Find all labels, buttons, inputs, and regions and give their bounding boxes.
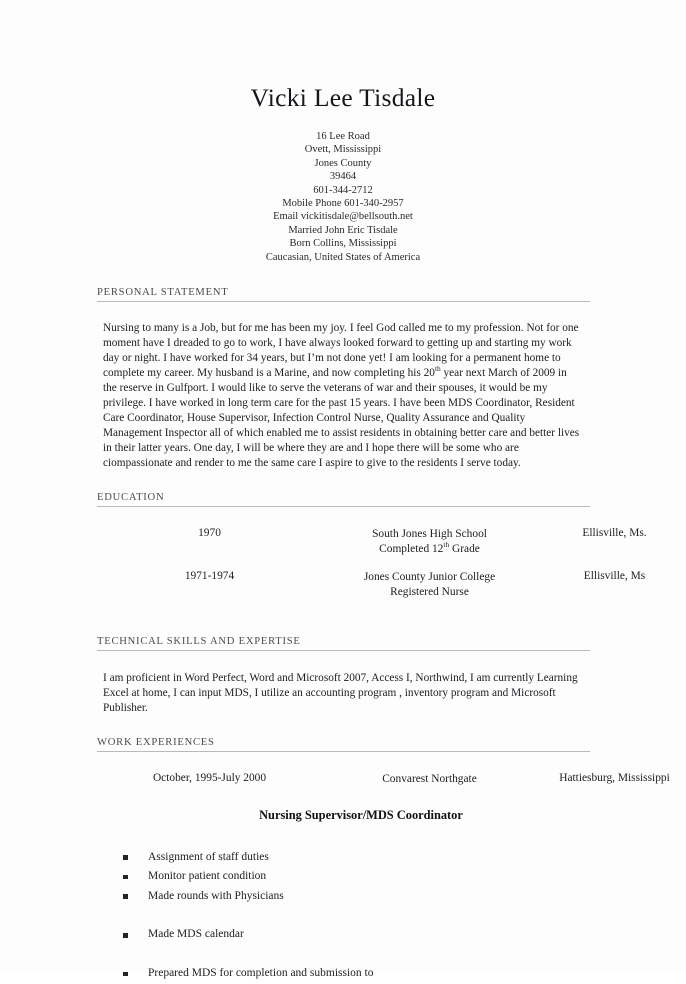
education-location: Ellisville, Ms. <box>582 526 647 539</box>
contact-line-birthplace: Born Collins, Mississippi <box>289 238 397 250</box>
personal-statement-part1: Nursing to many is a Job, but for me has been my joy. I feel God called me to my profession. Not for one moment have I dreaded to go to work, I have always looked forward to getting up and starting my work day or night. I have worked for 34 years, but I’m not done yet! I am looking for a permanent home to complete my career. My husband is a Marine, and now completing his 20 <box>103 322 579 380</box>
list-item-label: Prepared MDS for completion and submission to <box>148 967 374 980</box>
list-item-label: Made rounds with Physicians <box>148 889 284 902</box>
section-header-technical-skills: TECHNICAL SKILLS AND EXPERTISE <box>97 636 590 651</box>
personal-statement-part2: year next March of 2009 in the reserve in Gulfport. I would like to serve the veterans of war and their spouses, it would be my privilege. I have worked in long term care for the past 15 years. I have been MDS Coordinator, Resident Care Coordinator, House Supervisor, Infection Control Nurse, Quality Assurance and Quality Management Inspector all of which enabled me to assist residents in obtaining better care and better lives in their latter years. One day, I will be where they are and I hope there will be some who are ciompassionate and render to me the same care I aspire to give to the residents I serve today. <box>103 367 580 470</box>
contact-line-nationality: Caucasian, United States of America <box>265 251 421 263</box>
list-item <box>123 887 686 907</box>
education-detail-suffix: Grade <box>449 542 480 555</box>
education-years: 1970 <box>198 526 221 539</box>
list-item <box>123 867 686 887</box>
contact-line-marital: Married John Eric Tisdale <box>288 224 398 236</box>
contact-line-phone: 601-344-2712 <box>313 184 373 196</box>
section-header-work-experiences: WORK EXPERIENCES <box>97 737 590 752</box>
contact-line-mobile: Mobile Phone 601-340-2957 <box>282 198 404 210</box>
work-experience-row <box>97 772 686 794</box>
square-bullet-icon <box>123 894 128 899</box>
education-detail <box>312 542 547 557</box>
list-item <box>123 964 686 984</box>
education-location: Ellisville, Ms <box>583 569 646 582</box>
education-detail-ordinal: th <box>443 540 450 550</box>
education-school <box>312 527 547 558</box>
contact-line-address: 16 Lee Road <box>316 131 370 142</box>
work-job-title: Nursing Supervisor/MDS Coordinator <box>259 807 463 822</box>
education-detail-prefix: Registered Nurse <box>390 585 469 598</box>
education-row <box>97 570 686 604</box>
contact-line-county: Jones County <box>314 157 372 169</box>
section-header-personal-statement: PERSONAL STATEMENT <box>97 287 590 302</box>
work-duties-list <box>0 848 686 984</box>
education-years: 1971-1974 <box>184 569 235 582</box>
work-location: Hattiesburg, Mississippi <box>559 771 670 784</box>
list-item-label: Assignment of staff duties <box>148 850 269 863</box>
square-bullet-icon <box>123 972 128 977</box>
contact-block <box>0 130 686 264</box>
section-header-education: EDUCATION <box>97 492 590 507</box>
education-detail-prefix: Completed 12 <box>379 542 444 555</box>
square-bullet-icon <box>123 855 128 860</box>
education-detail <box>312 585 547 600</box>
list-item <box>123 848 686 868</box>
personal-statement-ordinal-suffix: th <box>434 364 441 374</box>
contact-line-city-state: Ovett, Mississippi <box>304 144 382 156</box>
list-item <box>123 925 686 945</box>
education-row <box>97 527 686 561</box>
personal-statement-text <box>103 321 583 471</box>
candidate-name: Vicki Lee Tisdale <box>250 83 436 112</box>
technical-skills-text: I am proficient in Word Perfect, Word and Microsoft 2007, Access I, Northwind, I am currently Learning Excel at home, I can input MDS, I utilize an accounting program , inventory program and Microsoft Publisher. <box>103 671 578 714</box>
contact-line-zip: 39464 <box>329 171 357 183</box>
work-employer: Convarest Northgate <box>382 772 477 785</box>
list-item-label: Made MDS calendar <box>148 928 244 941</box>
square-bullet-icon <box>123 933 128 938</box>
list-item-label: Monitor patient condition <box>148 870 267 883</box>
square-bullet-icon <box>123 875 128 880</box>
education-school-name: South Jones High School <box>372 527 487 540</box>
education-school-name: Jones County Junior College <box>363 570 496 583</box>
education-school <box>312 570 547 601</box>
work-dates: October, 1995-July 2000 <box>152 771 267 784</box>
contact-line-email: Email vickitisdale@bellsouth.net <box>273 211 413 223</box>
